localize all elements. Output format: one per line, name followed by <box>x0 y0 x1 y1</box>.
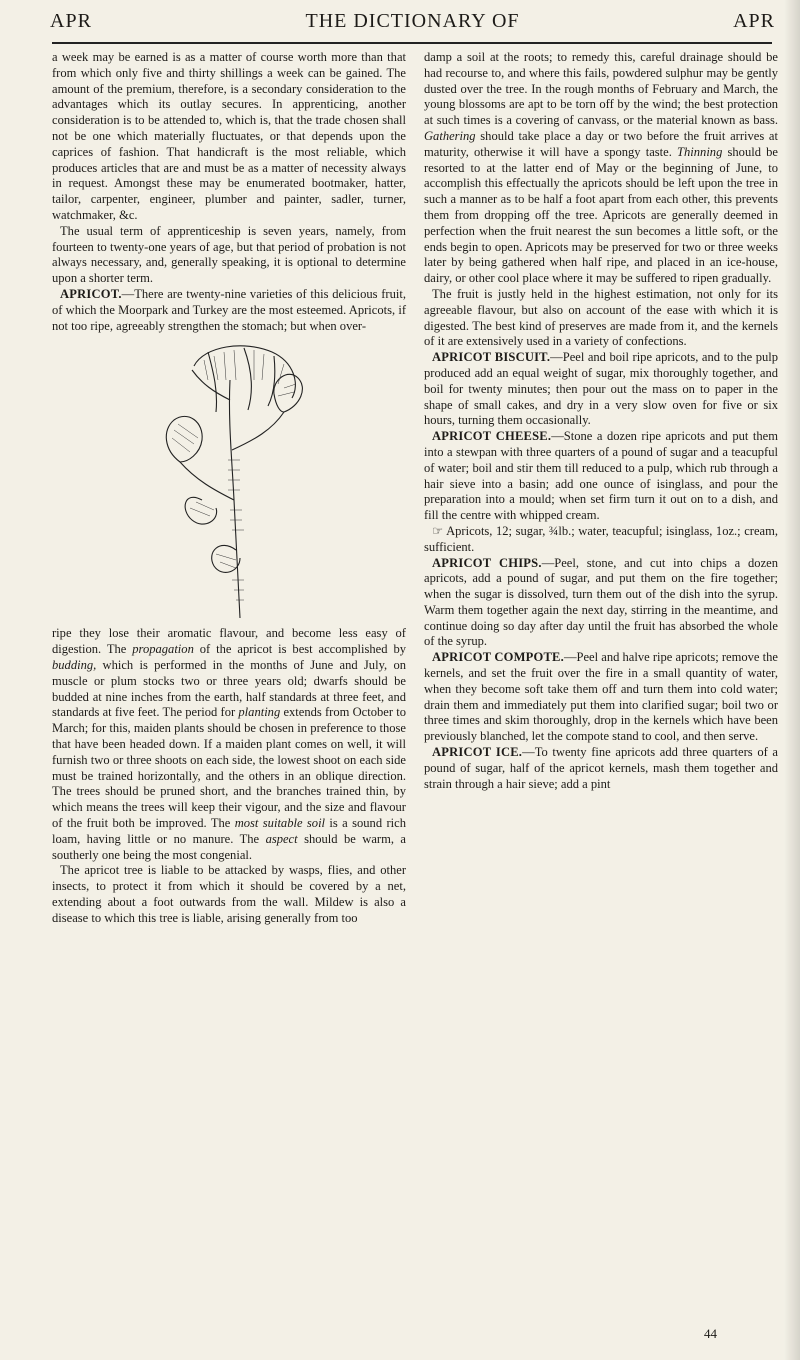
apricot-branch-illustration <box>144 340 314 620</box>
ice-headword: APRICOT ICE. <box>432 745 523 760</box>
term-budding: budding, <box>52 657 97 672</box>
apricot-headword: APRICOT. <box>60 286 122 301</box>
chips-text: —Peel, stone, and cut into chips a dozen apricots, add a pound of sugar, and put them on the fire together; when the sugar is dissolved, turn them out of the dish into the syrup. Warm them together again the next day, stirring in the meantime, and continue doing so day after day until the fruit has absorbed the whole of the syrup. <box>424 555 778 649</box>
header-title: THE DICTIONARY OF <box>305 10 520 32</box>
care-text-a: damp a soil at the roots; to remedy this, careful drainage should be had recourse to, and where this fails, powdered sulphur may be gently dusted over the tree. In the rough months of February and March, the young blossoms are apt to be torn off by the wind; the best protection at such times is a covering of canvass, or the material known as bass. <box>424 50 778 128</box>
apricot-cheese-entry <box>424 429 778 524</box>
apricot-care-paragraph <box>424 50 778 287</box>
term-soil: most suitable soil <box>234 815 326 830</box>
biscuit-headword: APRICOT BISCUIT. <box>432 350 551 365</box>
apricot-estimation-paragraph: The fruit is justly held in the highest estimation, not only for its agreeable flavour, but also on account of the ease with which it is digested. The best kind of preserves are made from it, and the kernels of it are extensively used in a variety of confections. <box>424 286 778 349</box>
care-text-c: should be resorted to at the latter end of May or the beginning of June, to accomplish this effectually the apricots should be left upon the tree in such a manner as to be half a foot apart from each other, this prevents them from dropping off the tree. Apricots are generally deemed in perfection when the fruit nearest the sun becomes a little soft, or the ends begin to open. Apricots may be preserved for two or three weeks later by being gathered when half ripe, and placed in an ice-house, dairy, or other cool place where it may be suffered to ripen gradually. <box>424 144 778 286</box>
apricot-biscuit-entry <box>424 350 778 429</box>
apricot-ice-entry <box>424 745 778 792</box>
apricot-chips-entry <box>424 556 778 651</box>
left-column <box>52 50 406 926</box>
cultivation-text-f: should be warm, a southerly one being the most congenial. <box>52 831 406 862</box>
chips-headword: APRICOT CHIPS. <box>432 555 542 570</box>
compote-headword: APRICOT COMPOTE. <box>432 650 564 665</box>
cheese-text: —Stone a dozen ripe apricots and put them into a stewpan with three quarters of a pound of sugar and a teacupful of water; boil and stir them till reduced to a pulp, which rub through a hair sieve into a basin; add one ounce of isinglass, and pour the preparation into a mould; when set firm turn it out on to a dish, and fill the centre with whipped cream. <box>424 429 778 523</box>
apricot-intro: —There are twenty-nine varieties of this delicious fruit, of which the Moorpark and Turkey are the most esteemed. Apricots, if not too ripe, agreeably strengthen the stomach; but when over- <box>52 286 406 333</box>
biscuit-text: —Peel and boil ripe apricots, and to the pulp produced add an equal weight of sugar, mix thoroughly together, and boil for twenty minutes; then pour out the mass on to paper in the shape of small cakes, and dry in a very slow oven for five or six hours, turning them occasionally. <box>424 350 779 428</box>
cultivation-text-e: is a sound rich loam, having little or no manure. The <box>52 815 406 846</box>
cultivation-text-a: ripe they lose their aromatic flavour, and become less easy of digestion. The <box>52 626 406 657</box>
compote-text: —Peel and halve ripe apricots; remove the kernels, and set the fruit over the fire in a small quantity of water, when they become soft take them off and turn them into cold water; drain them and immediately put them into clarified sugar; boil two or three times and skim thoroughly, drop in the kernels which have been previously blanched, let the compote stand to cool, and then serve. <box>424 650 778 744</box>
right-column <box>424 50 778 792</box>
header-right-guide: APR <box>733 10 775 32</box>
header-left-guide: APR <box>50 10 92 32</box>
term-propagation: propagation <box>132 642 194 657</box>
cheese-headword: APRICOT CHEESE. <box>432 429 552 444</box>
cultivation-text-c: which is performed in the months of June and July, on muscle or plum stocks two or three years old; dwarfs should be budded at nine inches from the earth, half standards at three feet, and standards at five feet. The period for <box>52 657 406 720</box>
running-header <box>50 6 775 36</box>
cultivation-text-d: extends from October to March; for this, maiden plants should be chosen in preference to those that have been headed down. If a maiden plant comes on well, it will furnish two or three shoots on each side, the lowest shoot on each side must be trained horizontally, and the others in an oblique direction. The trees should be pruned short, and the branches trained thin, by which means the trees will keep their vigour, and the size and flavour of the fruit both be improved. The <box>52 705 407 830</box>
pests-paragraph: The apricot tree is liable to be attacked by wasps, flies, and other insects, to protect it from which it should be covered by a net, extending about a foot outwards from the wall. Mildew is also a disease to which this tree is liable, arising generally from too <box>52 863 406 925</box>
ice-text: —To twenty fine apricots add three quarters of a pound of sugar, half of the apricot kernels, mash them together and strain through a hair sieve; add a pint <box>424 745 778 791</box>
apprentice-term-paragraph: The usual term of apprenticeship is seven years, namely, from fourteen to twenty-one years of age, but that period of probation is not always necessary, and, generally speaking, it is optional to determine upon a shorter term. <box>52 223 406 286</box>
apricot-cultivation-paragraph <box>52 626 406 863</box>
term-gathering: Gathering <box>424 128 476 143</box>
apprentice-paragraph: a week may be earned is as a matter of course worth more than that from which only five and thirty shillings a week can be gained. The amount of the premium, therefore, is a secondary consideration to the advantages which its outlay secures. In apprenticing, another consideration is to be attended to, which is, that the trade chosen shall not be one which materially fluctuates, or that depends upon the caprices of fashion. That handicraft is the most reliable, which produces articles that are and must be as a matter of necessity always in request. Amongst these may be enumerated bootmaker, hatter, tailor, carpenter, engineer, plumber and painter, sadler, turner, watchmaker, &c. <box>52 50 406 222</box>
term-planting: planting <box>238 705 281 720</box>
apricot-entry <box>52 287 406 334</box>
cultivation-text-b: of the apricot is best accomplished by <box>193 642 406 657</box>
page-number: 44 <box>704 1326 717 1341</box>
apricot-cheese-ingredients: ☞ Apricots, 12; sugar, ¾lb.; water, teacupful; isinglass, 1oz.; cream, sufficient. <box>424 523 778 554</box>
term-thinning: Thinning <box>677 144 723 159</box>
term-aspect: aspect <box>265 831 298 846</box>
apricot-compote-entry <box>424 650 778 745</box>
header-rule <box>52 42 772 44</box>
care-text-b: should take place a day or two before the fruit arrives at maturity, otherwise it will have a spongy taste. <box>424 128 778 159</box>
page-edge-shadow <box>784 0 800 1360</box>
